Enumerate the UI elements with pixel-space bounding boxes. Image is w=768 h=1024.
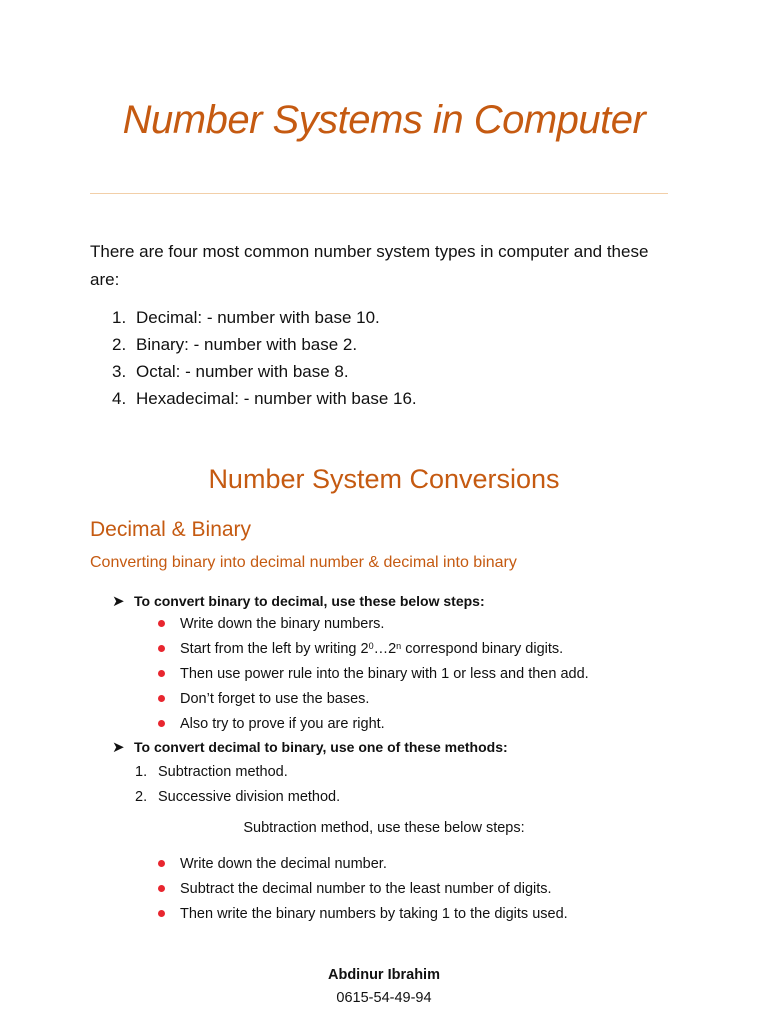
list-item: Start from the left by writing $2^0\dots 2^n$ correspond binary digits.	[158, 637, 589, 662]
document-title: Number Systems in Computer	[122, 98, 646, 142]
red-bullet-icon	[158, 670, 165, 677]
list-item: 4. Hexadecimal: - number with base 16.	[112, 389, 417, 408]
heading-decimal-binary: Decimal & Binary	[90, 518, 252, 541]
footer	[0, 964, 768, 1010]
subtraction-method-title: Subtraction method, use these below steps:	[243, 820, 525, 836]
red-bullet-icon	[158, 885, 165, 892]
red-bullet-icon	[158, 695, 165, 702]
list-item: Don’t forget to use the bases.	[158, 687, 589, 712]
list-item: Then write the binary numbers by taking 1 to the digits used.	[158, 902, 568, 927]
heading-conversions: Number System Conversions	[208, 464, 560, 494]
decimal-to-binary-heading: ➤ To convert decimal to binary, use one of these methods:	[112, 739, 508, 756]
red-bullet-icon	[158, 910, 165, 917]
title-divider	[90, 193, 668, 194]
author-phone: 0615-54-49-94	[336, 990, 432, 1006]
intro-paragraph: There are four most common number system types in computer and these are:	[90, 242, 649, 289]
list-item: Subtract the decimal number to the least number of digits.	[158, 877, 568, 902]
author-name: Abdinur Ibrahim	[328, 967, 440, 983]
list-item: 1. Subtraction method.	[135, 764, 288, 780]
arrowhead-bullet-icon: ➤	[112, 739, 125, 756]
red-bullet-icon	[158, 645, 165, 652]
list-item: Write down the decimal number.	[158, 852, 568, 877]
red-bullet-icon	[158, 860, 165, 867]
subtraction-steps	[158, 852, 568, 927]
list-item: 3. Octal: - number with base 8.	[112, 362, 349, 381]
binary-to-decimal-steps	[158, 612, 589, 737]
number-system-list	[112, 304, 417, 412]
arrowhead-bullet-icon: ➤	[112, 593, 125, 610]
list-item: Then use power rule into the binary with 1 or less and then add.	[158, 662, 589, 687]
list-item: 1. Decimal: - number with base 10.	[112, 308, 380, 327]
binary-to-decimal-heading: ➤ To convert binary to decimal, use these below steps:	[112, 593, 485, 610]
red-bullet-icon	[158, 720, 165, 727]
list-item: 2. Binary: - number with base 2.	[112, 335, 358, 354]
red-bullet-icon	[158, 620, 165, 627]
subheading-converting: Converting binary into decimal number & decimal into binary	[90, 554, 517, 571]
list-item: Write down the binary numbers.	[158, 612, 589, 637]
list-item: 2. Successive division method.	[135, 789, 341, 805]
decimal-to-binary-methods	[135, 760, 340, 810]
list-item: Also try to prove if you are right.	[158, 712, 589, 737]
